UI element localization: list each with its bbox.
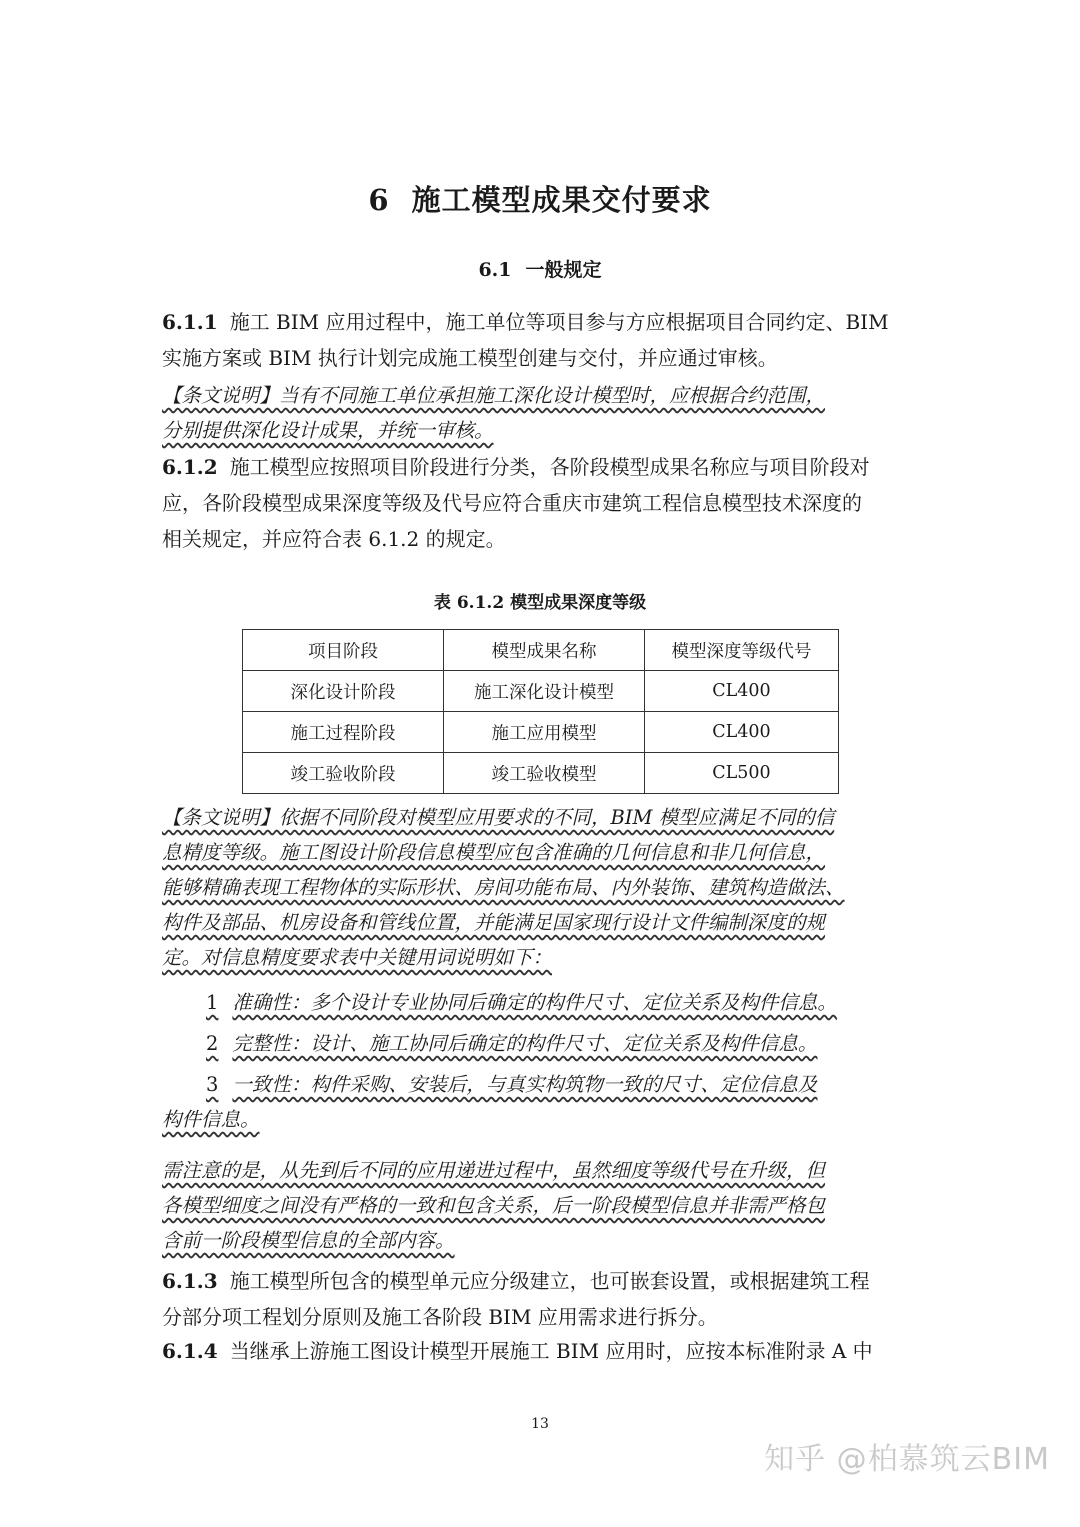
clause-6-1-2 (162, 449, 920, 557)
note-line: 【条文说明】依据不同阶段对模型应用要求的不同，BIM 模型应满足不同的信 (162, 806, 835, 829)
table-caption: 表 6.1.2 模型成果深度等级 (433, 593, 647, 613)
note-line: 息精度等级。施工图设计阶段信息模型应包含准确的几何信息和非几何信息， (162, 841, 826, 864)
table-cell: 深化设计阶段 (243, 671, 444, 712)
watermark: 知乎 @柏慕筑云BIM (764, 1442, 1050, 1477)
table-cell: 施工应用模型 (444, 712, 645, 753)
chapter-number: 6 (368, 183, 390, 217)
table-cell: CL400 (645, 712, 839, 753)
note-line: 含前一阶段模型信息的全部内容。 (162, 1229, 455, 1252)
clause-number: 6.1.3 (162, 1269, 218, 1293)
list-item: 3 一致性：构件采购、安装后，与真实构筑物一致的尺寸、定位信息及 (206, 1073, 818, 1096)
list-item: 1 准确性：多个设计专业协同后确定的构件尺寸、定位关系及构件信息。 (206, 991, 837, 1014)
explanation-note-2 (162, 800, 897, 975)
page-number: 13 (531, 1416, 549, 1432)
clause-text: 应，各阶段模型成果深度等级及代号应符合重庆市建筑工程信息模型技术深度的 (162, 491, 862, 515)
clause-6-1-1 (162, 304, 920, 376)
table-row (243, 671, 839, 712)
table-cell: 施工过程阶段 (243, 712, 444, 753)
section-number: 6.1 (478, 259, 512, 281)
note-line: 构件及部品、机房设备和管线位置，并能满足国家现行设计文件编制深度的规 (162, 911, 826, 934)
clause-text: 实施方案或 BIM 执行计划完成施工模型创建与交付，并应通过审核。 (162, 346, 778, 370)
clause-text: 施工 BIM 应用过程中，施工单位等项目参与方应根据项目合同约定、BIM (229, 310, 889, 334)
explanation-items (162, 985, 897, 1137)
explanation-note-1 (162, 378, 897, 448)
clause-text: 施工模型所包含的模型单元应分级建立，也可嵌套设置，或根据建筑工程 (229, 1269, 870, 1293)
table-header-row (243, 630, 839, 671)
depth-table (242, 629, 839, 794)
clause-number: 6.1.4 (162, 1339, 218, 1363)
section-title-text: 一般规定 (525, 259, 602, 281)
clause-text: 施工模型应按照项目阶段进行分类，各阶段模型成果名称应与项目阶段对 (229, 455, 870, 479)
section-title (0, 255, 1080, 282)
table-header: 模型深度等级代号 (645, 630, 839, 671)
clause-text: 当继承上游施工图设计模型开展施工 BIM 应用时，应按本标准附录 A 中 (229, 1339, 873, 1363)
table-cell: 竣工验收模型 (444, 753, 645, 794)
clause-6-1-3 (162, 1263, 920, 1335)
list-item: 2 完整性：设计、施工协同后确定的构件尺寸、定位关系及构件信息。 (206, 1032, 818, 1055)
note-line: 定。对信息精度要求表中关键用词说明如下： (162, 946, 553, 969)
note-line: 能够精确表现工程物体的实际形状、房间功能布局、内外装饰、建筑构造做法、 (162, 876, 845, 899)
note-line: 【条文说明】当有不同施工单位承担施工深化设计模型时，应根据合约范围， (162, 384, 826, 407)
clause-number: 6.1.2 (162, 455, 218, 479)
table-row (243, 753, 839, 794)
table-header: 项目阶段 (243, 630, 444, 671)
clause-text: 相关规定，并应符合表 6.1.2 的规定。 (162, 527, 506, 551)
note-line: 分别提供深化设计成果，并统一审核。 (162, 419, 494, 442)
chapter-title (0, 178, 1080, 219)
explanation-extra (162, 1153, 897, 1258)
table-cell: 竣工验收阶段 (243, 753, 444, 794)
table-row (243, 712, 839, 753)
table-cell: CL400 (645, 671, 839, 712)
clause-number: 6.1.1 (162, 310, 218, 334)
clause-6-1-4 (162, 1333, 920, 1369)
table-cell: CL500 (645, 753, 839, 794)
chapter-title-text: 施工模型成果交付要求 (411, 183, 712, 217)
table-cell: 施工深化设计模型 (444, 671, 645, 712)
table-header: 模型成果名称 (444, 630, 645, 671)
note-line: 各模型细度之间没有严格的一致和包含关系，后一阶段模型信息并非需严格包 (162, 1194, 826, 1217)
note-line: 构件信息。 (162, 1108, 260, 1131)
clause-text: 分部分项工程划分原则及施工各阶段 BIM 应用需求进行拆分。 (162, 1305, 718, 1329)
note-line: 需注意的是，从先到后不同的应用递进过程中，虽然细度等级代号在升级，但 (162, 1159, 826, 1182)
